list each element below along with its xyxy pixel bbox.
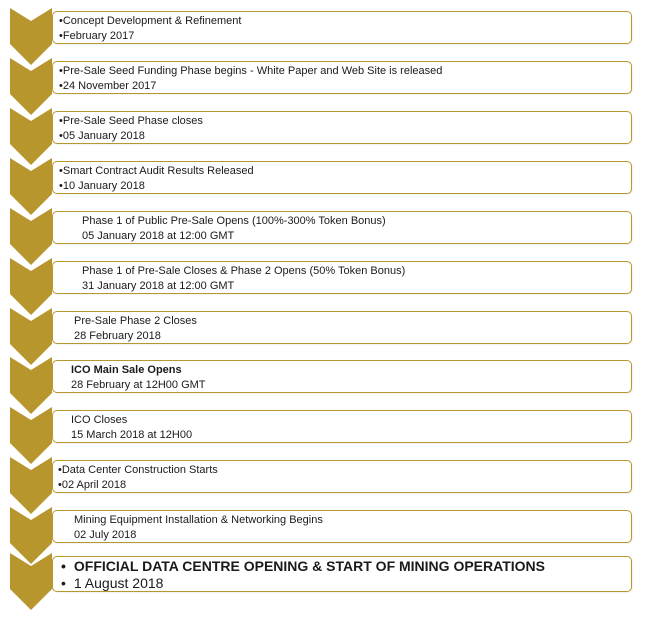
milestone-title-text: OFFICIAL DATA CENTRE OPENING & START OF MINING OPERATIONS	[73, 558, 545, 574]
milestone-4	[0, 158, 658, 208]
milestone-date-text: 24 November 2017	[62, 80, 157, 92]
milestone-date-text: 02 July 2018	[74, 529, 137, 541]
chevron-down-icon	[10, 357, 52, 414]
milestone-6	[0, 258, 658, 308]
milestone-box	[52, 11, 632, 44]
milestone-title	[58, 464, 218, 477]
milestone-8	[0, 357, 658, 407]
milestone-box	[52, 510, 632, 543]
milestone-title-text: Smart Contract Audit Results Released	[62, 165, 254, 177]
milestone-title-text: ICO Closes	[71, 414, 128, 426]
bullet-icon: •	[59, 30, 63, 42]
milestone-title	[82, 265, 405, 278]
milestone-box	[52, 161, 632, 194]
milestone-box	[52, 410, 632, 443]
milestone-box	[52, 111, 632, 144]
chevron-down-icon	[10, 258, 52, 315]
milestone-date	[74, 330, 161, 343]
milestone-date	[59, 30, 134, 43]
milestone-5	[0, 208, 658, 258]
milestone-date-text: 05 January 2018	[62, 130, 145, 142]
milestone-title	[59, 15, 241, 28]
milestone-date-text: 1 August 2018	[73, 575, 164, 591]
milestone-box	[52, 261, 632, 294]
milestone-title	[59, 115, 203, 128]
milestone-date	[59, 80, 156, 93]
milestone-date-text: 15 March 2018 at 12H00	[71, 429, 193, 441]
milestone-3	[0, 108, 658, 158]
milestone-title	[74, 315, 197, 328]
milestone-box	[52, 460, 632, 493]
milestone-date	[82, 280, 234, 293]
milestone-title-text: Pre-Sale Seed Phase closes	[62, 115, 203, 127]
milestone-title-text: Data Center Construction Starts	[61, 464, 218, 476]
milestone-title-text: Concept Development & Refinement	[62, 15, 242, 27]
chevron-down-icon	[10, 58, 52, 115]
chevron-down-icon	[10, 208, 52, 265]
milestone-title	[82, 215, 386, 228]
milestone-date	[59, 180, 145, 193]
milestone-date-text: 28 February 2018	[74, 330, 161, 342]
milestone-box	[52, 360, 632, 393]
milestone-9	[0, 407, 658, 457]
milestone-1	[0, 8, 658, 58]
bullet-icon: •	[59, 15, 63, 27]
bullet-icon: •	[61, 575, 66, 591]
milestone-date-text: February 2017	[62, 30, 135, 42]
bullet-icon: •	[59, 115, 63, 127]
milestone-date	[71, 429, 192, 442]
bullet-icon: •	[61, 558, 66, 574]
milestone-title	[59, 65, 442, 78]
milestone-date	[59, 130, 145, 143]
milestone-title-text: Pre-Sale Phase 2 Closes	[74, 315, 197, 327]
milestone-date	[82, 230, 234, 243]
milestone-box	[52, 211, 632, 244]
bullet-icon: •	[59, 130, 63, 142]
milestone-box	[52, 556, 632, 592]
bullet-icon: •	[58, 479, 62, 491]
milestone-date	[71, 379, 206, 392]
chevron-down-icon	[10, 407, 52, 464]
milestone-date	[74, 529, 136, 542]
bullet-icon: •	[59, 165, 63, 177]
milestone-title	[74, 514, 323, 527]
milestone-10	[0, 457, 658, 507]
milestone-date-text: 05 January 2018 at 12:00 GMT	[82, 230, 235, 242]
milestone-11	[0, 507, 658, 557]
milestone-date	[61, 575, 163, 591]
milestone-box	[52, 61, 632, 94]
milestone-title	[59, 165, 254, 178]
milestone-date-text: 02 April 2018	[61, 479, 127, 491]
milestone-7	[0, 308, 658, 358]
bullet-icon: •	[58, 464, 62, 476]
milestone-2	[0, 58, 658, 108]
milestone-title	[71, 364, 182, 377]
bullet-icon: •	[59, 180, 63, 192]
chevron-down-icon	[10, 457, 52, 514]
milestone-title-text: Pre-Sale Seed Funding Phase begins - White Paper and Web Site is released	[62, 65, 443, 77]
milestone-title	[61, 558, 545, 574]
milestone-date	[58, 479, 126, 492]
milestone-title-text: Phase 1 of Public Pre-Sale Opens (100%-300% Token Bonus)	[82, 215, 386, 227]
milestone-box	[52, 311, 632, 344]
milestone-date-text: 28 February at 12H00 GMT	[71, 379, 206, 391]
bullet-icon: •	[59, 65, 63, 77]
milestone-title	[71, 414, 127, 427]
milestone-title-text: Phase 1 of Pre-Sale Closes & Phase 2 Opens (50% Token Bonus)	[82, 265, 406, 277]
chevron-down-icon	[10, 8, 52, 65]
milestone-date-text: 31 January 2018 at 12:00 GMT	[82, 280, 235, 292]
chevron-down-icon	[10, 108, 52, 165]
chevron-down-icon	[10, 553, 52, 610]
bullet-icon: •	[59, 80, 63, 92]
milestone-title-text: Mining Equipment Installation & Networking Begins	[74, 514, 323, 526]
milestone-title-text: ICO Main Sale Opens	[71, 364, 182, 376]
milestone-date-text: 10 January 2018	[62, 180, 145, 192]
chevron-down-icon	[10, 158, 52, 215]
milestone-12	[0, 553, 658, 603]
